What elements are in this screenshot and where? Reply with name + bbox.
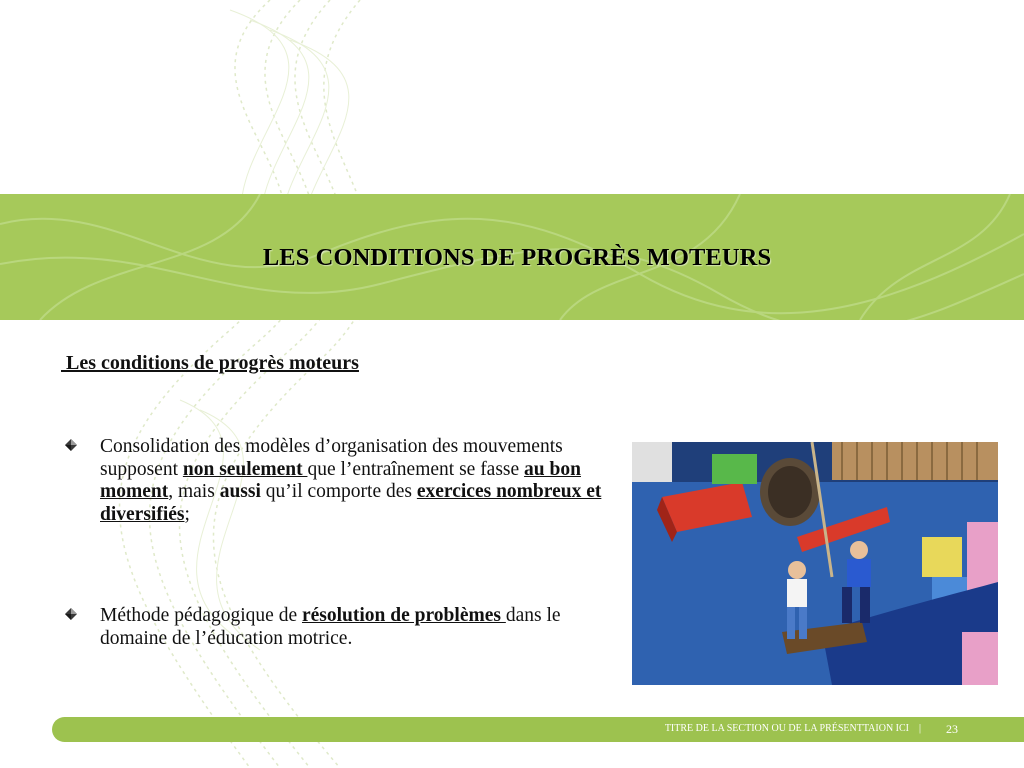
bullet-consolidation: Consolidation des modèles d’organisation des mouvements supposent non seulement que l’entraînement se fasse au bon moment, mais aussi qu’il comporte des exercices nombreux et diversifiés; bbox=[100, 436, 602, 525]
diamond-bullet-icon bbox=[65, 439, 77, 451]
section-subtitle: Les conditions de progrès moteurs bbox=[61, 352, 359, 374]
slide-title: LES CONDITIONS DE PROGRÈS MOTEURS bbox=[262, 244, 772, 271]
bullet-methode: Méthode pédagogique de résolution de problèmes dans le domaine de l’éducation motrice. bbox=[100, 605, 561, 649]
diamond-bullet-icon bbox=[65, 608, 77, 620]
page-number: 23 bbox=[946, 722, 958, 736]
gymnastics-children-photo bbox=[632, 442, 998, 685]
footer-section-title: TITRE DE LA SECTION OU DE LA PRÉSENTTAION ICI | bbox=[664, 723, 921, 734]
